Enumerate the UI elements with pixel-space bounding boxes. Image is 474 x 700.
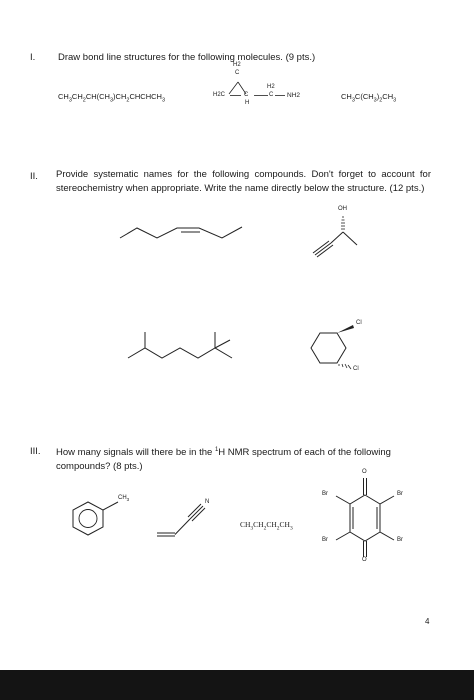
butane-formula: $CH_3CH_2CH_2CH_3$ [240, 520, 293, 532]
label-c-mid: C [244, 92, 249, 98]
label-n: N [205, 499, 210, 505]
section-3-prompt-a: How many signals will there be in the [56, 447, 215, 459]
label-ch3: $CH_3$ [118, 495, 130, 503]
label-br-bottom-left: Br [322, 537, 328, 543]
section-3-numeral: III. [30, 446, 41, 457]
section-2-numeral: II. [30, 171, 38, 182]
section-3-prompt-b: H NMR spectrum of each of the following compounds? (8 pts.) [56, 447, 391, 473]
label-h-below: H [245, 100, 250, 106]
page-number: 4 [425, 617, 430, 626]
label-h2c: H2C [213, 92, 226, 98]
formula-1: $CH_3CH_2CH(CH_3)CH_2CHCHCH_3$ [58, 92, 166, 104]
label-h2-top: H2 [233, 62, 241, 68]
label-c-right: C [269, 92, 274, 98]
label-cl-bottom: Cl [353, 366, 359, 372]
bottom-bar [0, 670, 474, 700]
label-c-top: C [235, 70, 240, 76]
label-cl-top: Cl [356, 320, 362, 326]
label-nh2: NH2 [287, 92, 301, 99]
label-h2-right: H2 [267, 84, 275, 90]
label-oh: OH [338, 206, 347, 212]
label-o-top: O [362, 469, 367, 475]
label-o-bottom: O [362, 557, 367, 563]
label-br-bottom-right: Br [397, 537, 403, 543]
nmr-superscript: 1 [214, 447, 219, 453]
section-2-prompt: Provide systematic names for the following compounds. Don't forget to account for stereochemistry when appropriate. Write the name directly below the structure. (12 pts.) [56, 169, 431, 194]
formula-3: $CH_3C(CH_3)_2CH_3$ [341, 92, 397, 104]
section-1-prompt: Draw bond line structures for the following molecules. (9 pts.) [58, 52, 316, 63]
section-1-numeral: I. [30, 52, 36, 63]
label-br-top-right: Br [397, 491, 403, 497]
label-br-top-left: Br [322, 491, 328, 497]
